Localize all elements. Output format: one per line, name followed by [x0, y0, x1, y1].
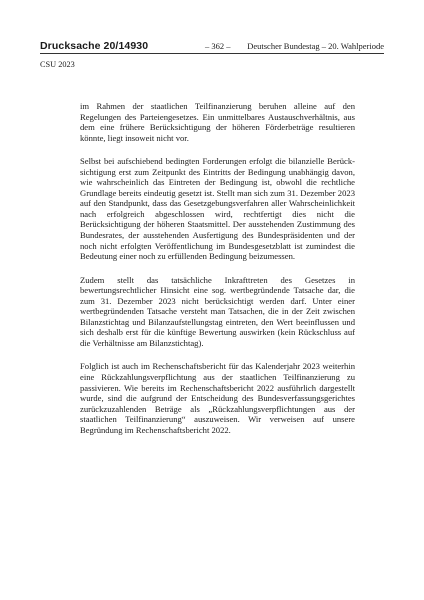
document-number-prefix: Drucksache 20/	[40, 40, 119, 52]
paragraph-4: Folglich ist auch im Rechenschaftsbericht für das Kalenderjahr 2023 weiterhin eine Rückzahlungsverpflichtung aus der staatlichen Teilfinanzierung zu passivieren. Wie bereits im Rechenschaftsbericht 2022 ausführlich dargestellt wurde, sind die aufgrund der Entscheidung des Bundesverfassungsgerichtes zurückzuzahlenden Beträge als „Rückzahlungsverpflichtungen aus der staatlichen Teilfinanzierung“ auszuweisen. Wir verweisen auf unsere Begründung im Rechenschaftsbericht 2022.	[80, 361, 355, 435]
body-text	[80, 101, 355, 448]
paragraph-3: Zudem stellt das tatsächliche Inkrafttreten des Gesetzes in bewertungsrechtlicher Hinsicht eine sog. wertbegründende Tatsache dar, die zum 31. Dezember 2023 nicht berücksichtigt werden darf. Unter einer wertbegründenden Tatsache versteht man Tatsachen, die in der Zeit zwischen Bilanzstichtag und Bilanzaufstellungstag eintreten, den Wert beeinflussen und sich deshalb erst für die künftige Bewertung auswirken (kein Rückschluss auf die Verhältnisse am Bilanzstichtag).	[80, 274, 355, 348]
document-number	[40, 40, 148, 52]
party-year-label: CSU 2023	[40, 60, 75, 69]
header-rule	[40, 53, 384, 54]
page-number: – 362 –	[205, 41, 231, 51]
document-number-value: 14930	[118, 40, 149, 52]
parliament-period: Deutscher Bundestag – 20. Wahlperiode	[247, 41, 384, 51]
paragraph-2: Selbst bei aufschiebend bedingten Forderungen erfolgt die bilanzielle Berücksichtigung erst zum Zeitpunkt des Eintritts der Bedingung unabhängig davon, wie wahrscheinlich das Eintreten der Bedingung ist, obwohl die rechtliche Grundlage bereits eindeutig gesetzt ist. Stellt man sich zum 31. Dezember 2023 auf den Standpunkt, dass das Gesetzgebungsverfahren aller Wahrscheinlichkeit nach erfolgreich abgeschlossen wird, rechtfertigt dies nicht die Berücksichtigung der höheren Staatsmittel. Der ausstehenden Zustimmung des Bundesrates, der ausstehenden Ausfertigung des Bundespräsidenten und der noch nicht erfolgten Veröffentlichung im Bundesgesetzblatt ist zumindest die Bedeutung einer noch zu erfüllenden Bedingung beizumessen.	[80, 156, 355, 262]
paragraph-1: im Rahmen der staatlichen Teilfinanzierung beruhen alleine auf den Regelungen des Parteiengesetzes. Ein unmittelbares Austauschverhältnis, aus dem eine frühere Berücksichtigung der höheren Förderbeträge resultieren könnte, liegt insoweit nicht vor.	[80, 101, 355, 143]
